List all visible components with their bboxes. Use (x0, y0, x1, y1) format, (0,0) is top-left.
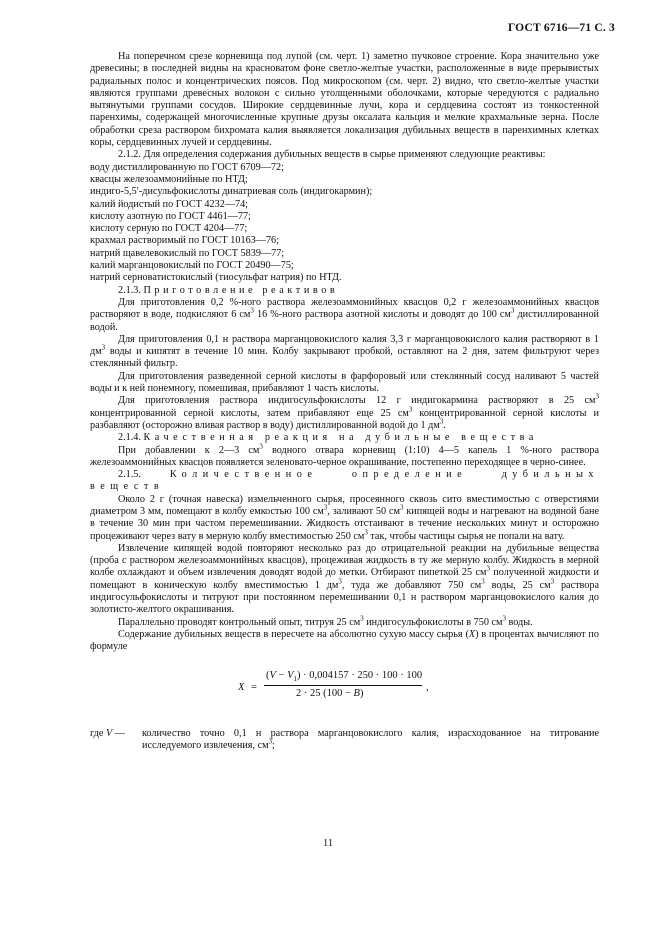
variable-definition-v: где V — количество точно 0,1 н раствора марганцовокислого калия, израсходованное на титрование исследуемого извлечения, $см^3$; (90, 727, 599, 751)
paragraph-qualitative-reaction: При добавлении к 2—3 $см^3$ водного отвара корневищ (1:10) 4—5 капель 1 %-ного раствора железоаммонийных квасцов появляется зеленовато-черное окрашивание, постепенно переходящее в черно-синее. (90, 442, 599, 468)
paragraph-formula-intro: Содержание дубильных веществ в пересчете на абсолютно сухую массу сырья (X) в процентах вычисляют по формуле (90, 628, 599, 653)
reagent-item: воду дистиллированную по ГОСТ 6709—72; (90, 161, 284, 173)
paragraph-reagents-intro: 2.1.2. Для определения содержания дубильных веществ в сырье применяют следующие реактивы: (118, 149, 546, 161)
reagent-item: крахмал растворимый по ГОСТ 10163—76; (90, 235, 279, 247)
reagent-item: квасцы железоаммонийные по НТД; (90, 173, 248, 185)
formula-block (90, 668, 599, 708)
reagent-item: калий марганцовокислый по ГОСТ 20490—75; (90, 260, 294, 272)
section-title: Приготовление реактивов (143, 284, 339, 296)
paragraph-indigo-solution: Для приготовления раствора индигосульфокислоты 12 г индигокармина растворяют в 25 $см^3$ концентрированной серной кислоты, затем прибавляют еще 25 $см^3$ концентрированной серной кислоты и разбавляют (осторожно вливая раствор в воду) дистиллированной водой до 1 $дм^3$. (90, 392, 599, 431)
section-title: Качественная реакция на дубильные вещества (143, 432, 539, 444)
section-number: 2.1.3. (118, 284, 141, 296)
section-heading-2-1-4 (90, 432, 599, 444)
page-number: 11 (323, 838, 334, 849)
reagent-item: кислоту серную по ГОСТ 4204—77; (90, 223, 248, 235)
section-number: 2.1.5. (118, 469, 141, 481)
paragraph-control-test: Параллельно проводят контрольный опыт, титруя 25 $см^3$ индигосульфокислоты в 750 $см^3$ воды. (118, 614, 533, 628)
paragraph-alum-solution: Для приготовления 0,2 %-ного раствора железоаммонийных квасцов 0,2 г железоаммонийных квасцов растворяют в воде, подкисляют 6 $см^3$ 16 %-ного раствора азотной кислоты и доводят до 100 $см^3$ дистиллированной водой. (90, 296, 599, 333)
formula-equals: = (251, 681, 257, 693)
reagent-item: индиго-5,5′-дисульфокислоты динатриевая соль (индигокармин); (90, 186, 373, 198)
reagent-item: натрий серноватистокислый (тиосульфат натрия) по НТД. (90, 272, 342, 284)
section-heading-2-1-5 (90, 469, 599, 494)
page-header: ГОСТ 6716—71 С. 3 (507, 22, 615, 34)
formula-numerator: $(V - V_1) \cdot 0,004157 \cdot 250 \cdot 100 \cdot 100$ (266, 669, 423, 683)
section-title: Количественное определение дубильных веществ (90, 469, 600, 493)
reagent-item: кислоту азотную по ГОСТ 4461—77; (90, 210, 251, 222)
where-label: где V — (90, 727, 125, 739)
section-heading-2-1-3 (90, 285, 599, 297)
formula-comma: , (426, 681, 429, 693)
formula-denominator: 2 · 25 (100 − B) (296, 687, 364, 699)
document-body (90, 51, 599, 752)
paragraph-permanganate-solution: Для приготовления 0,1 н раствора марганцовокислого калия 3,3 г марганцовокислого калия растворяют в 1 $дм^3$ воды и кипятят в течение 10 мин. Колбу закрывают пробкой, оставляют на 2 дня, затем фильтруют через стеклянный фильтр. (90, 333, 599, 370)
paragraph-microscopy: На поперечном срезе корневища под лупой (см. черт. 1) заметно пучковое строение. Кора значительно уже древесины; в последней видны на красноватом фоне светло-желтые участки, расположенные в виде прерывистых радиальных полос и концентрических поясов. Под микроскопом (см. черт. 2) видно, что светло-желтые участки являются группами древесных волокон с сильно утолщенными оболочками, которые чередуются с радиально вытянутыми группами сосудов. Широкие сердцевинные лучи, кора и сердцевина состоят из тонкостенной паренхимы, содержащей многочисленные крупные друзы оксалата кальция и мелкие крахмальные зерна. После обработки среза раствором бихромата калия выявляется локализация дубильных веществ в паренхимных клетках коры, сердцевинных лучей и сердцевины. (90, 51, 599, 149)
section-number: 2.1.4. (118, 432, 141, 444)
reagent-item: натрий щавелевокислый по ГОСТ 5839—77; (90, 247, 285, 259)
formula-lhs: X (238, 681, 245, 693)
reagent-list (90, 162, 599, 285)
paragraph-sulfuric-acid: Для приготовления разведенной серной кислоты в фарфоровый или стеклянный сосуд наливают 5 частей воды и к ней понемногу, помешивая, прибавляют 1 часть кислоты. (90, 370, 599, 395)
fraction-bar (264, 685, 422, 686)
reagent-item: калий йодистый по ГОСТ 4232—74; (90, 198, 249, 210)
paragraph-extraction: Около 2 г (точная навеска) измельченного сырья, просеянного сквозь сито вместимостью с отверстиями диаметром 3 мм, помещают в колбу емкостью 100 $см^3$, заливают 50 $см^3$ кипящей воды и нагревают на водяной бане в течение 30 мин при частом перемешивании. Жидкость отстаивают в течение нескольких минут и осторожно процеживают через вату в мерную колбу вместимостью 250 $см^3$ так, чтобы частицы сырья не попали на вату. (90, 493, 600, 542)
paragraph-titration: Извлечение кипящей водой повторяют несколько раз до отрицательной реакции на дубильные вещества (проба с раствором железоаммонийных квасцов), процеживая жидкость в ту же мерную колбу. Жидкость в мерной колбе охлаждают и объем извлечения доводят водой до метки. Отбирают пипеткой 25 $см^3$ полученной жидкости и помещают в коническую колбу вместимостью 1 $дм^3$, туда же добавляют 750 $см^3$ воды, 25 $см^3$ раствора индигосульфокислоты и титруют при постоянном перемешивании 0,1 н раствором марганцовокислого калия до золотисто-желтого окрашивания. (90, 542, 600, 616)
